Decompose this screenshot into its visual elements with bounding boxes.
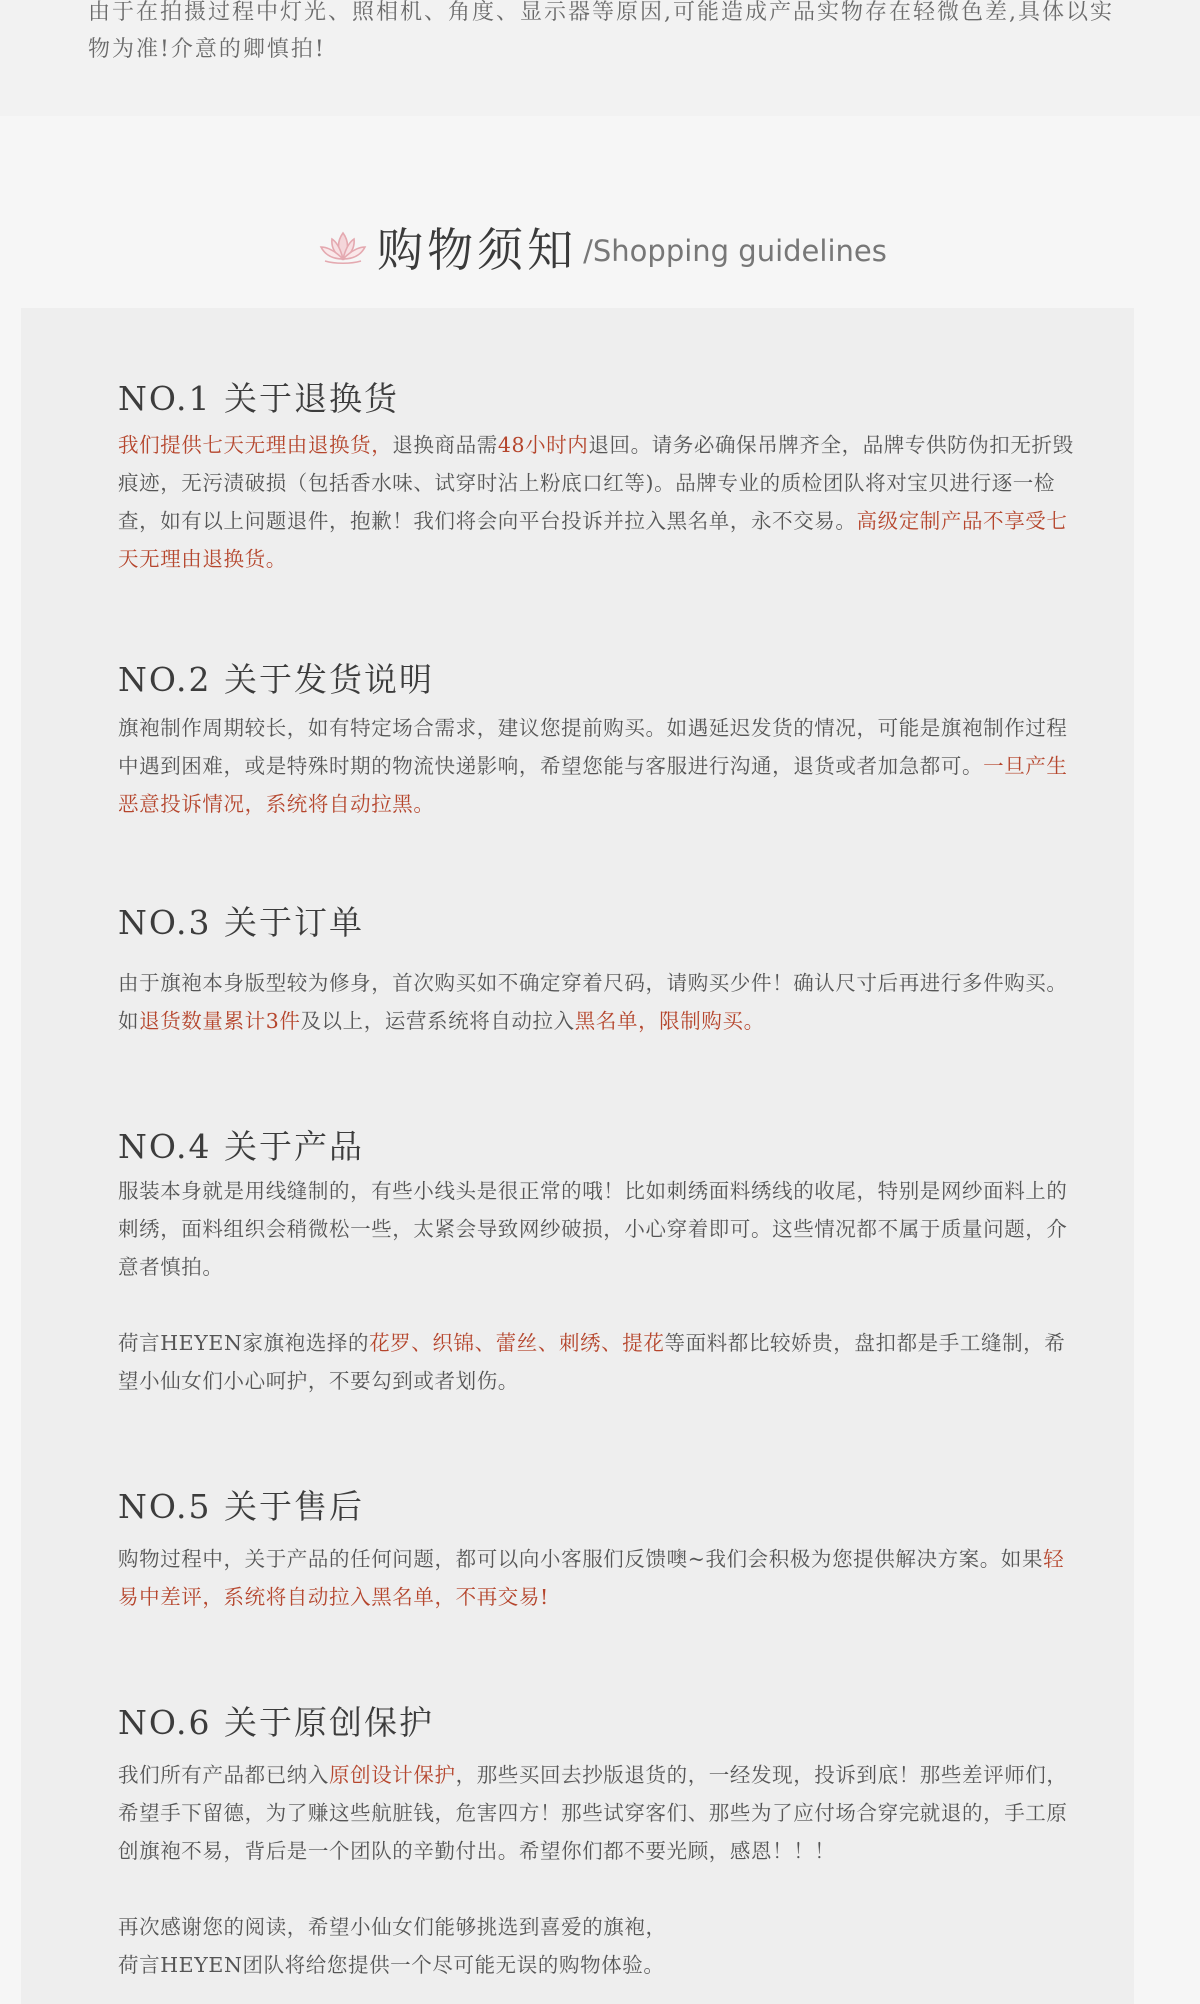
guideline-text xyxy=(118,1172,1078,1286)
body-text: 购物过程中，关于产品的任何问题，都可以向小客服们反馈噢~我们会积极为您提供解决方案。如果 xyxy=(118,1547,1044,1571)
body-text: 由于旗袍本身版型较为修身，首次购买如不确定穿着尺码，请购买少件！确认尺寸后再进行多件购买。如 xyxy=(118,971,1068,1033)
highlight-text: 一旦产生恶意投诉情况，系统将自动拉黑。 xyxy=(118,754,1068,816)
guideline-item-aftersales xyxy=(118,1484,1078,1616)
body-text: 退换商品需 xyxy=(392,433,498,457)
highlight-text: 我们提供七天无理由退换货， xyxy=(118,433,393,457)
highlight-text: 原创设计保护 xyxy=(329,1763,456,1787)
closing-text xyxy=(118,1908,1078,1984)
guideline-text xyxy=(118,1324,1078,1400)
section-title: 购物须知 xyxy=(377,223,578,277)
body-text: 服装本身就是用线缝制的，有些小线头是很正常的哦！比如刺绣面料绣线的收尾，特别是网纱面料上的刺绣，面料组织会稍微松一些，太紧会导致网纱破损，小心穿着即可。这些情况都不属于质量问题，介意者慎拍。 xyxy=(118,1179,1068,1279)
body-text: ，那些买回去抄版退货的，一经发现，投诉到底！那些差评师们，希望手下留德，为了赚这些航脏钱，危害四方！那些试穿客们、那些为了应付场合穿完就退的，手工原创旗袍不易，背后是一个团队的辛勤付出。希望你们都不要光顾，感恩！！！ xyxy=(118,1763,1068,1863)
highlight-text: 高级定制产品不享受七天无理由退换货。 xyxy=(118,509,1068,571)
highlight-text: 48小时内 xyxy=(497,433,589,457)
highlight-text: 轻易中差评，系统将自动拉入黑名单，不再交易! xyxy=(118,1547,1065,1609)
guideline-heading: NO.6 关于原创保护 xyxy=(118,1703,434,1742)
section-subtitle: /Shopping guidelines xyxy=(583,234,887,268)
color-disclaimer-text: 由于在拍摄过程中灯光、照相机、角度、显示器等原因,可能造成产品实物存在轻微色差,具体以实物为准!介意的卿慎拍! xyxy=(88,0,1114,62)
guideline-item-returns xyxy=(118,376,1078,578)
body-text: 荷言HEYEN团队将给您提供一个尽可能无误的购物体验。 xyxy=(118,1953,665,1977)
guideline-item-orders xyxy=(118,900,1078,1040)
body-text: 退回。请务必确保吊牌齐全，品牌专供防伪扣无折毁痕迹，无污渍破损（包括香水味、试穿时沾上粉底口红等)。品牌专业的质检团队将对宝贝进行逐一检查，如有以上问题退件，抱歉！我们将会向平台投诉并拉入黑名单，永不交易。 xyxy=(118,433,1074,533)
guideline-text xyxy=(118,1540,1078,1616)
body-text: 我们所有产品都已纳入 xyxy=(118,1763,329,1787)
guideline-item-products xyxy=(118,1124,1078,1400)
guideline-item-shipping xyxy=(118,657,1078,823)
body-text: 再次感谢您的阅读，希望小仙女们能够挑选到喜爱的旗袍， xyxy=(118,1915,667,1939)
guideline-text xyxy=(118,964,1078,1040)
guideline-text xyxy=(118,426,1078,578)
guideline-heading: NO.1 关于退换货 xyxy=(118,379,399,418)
guideline-heading: NO.4 关于产品 xyxy=(118,1127,364,1166)
guideline-text xyxy=(118,1756,1078,1870)
guideline-heading: NO.2 关于发货说明 xyxy=(118,660,434,699)
guideline-heading: NO.5 关于售后 xyxy=(118,1487,364,1526)
highlight-text: 黑名单，限制购买。 xyxy=(574,1009,765,1033)
color-disclaimer-block xyxy=(0,0,1200,116)
body-text: 及以上，运营系统将自动拉入 xyxy=(300,1009,575,1033)
body-text: 荷言HEYEN家旗袍选择的 xyxy=(118,1331,370,1355)
highlight-text: 花罗、织锦、蕾丝、刺绣、提花 xyxy=(369,1331,665,1355)
guideline-item-original-protection xyxy=(118,1700,1078,1984)
highlight-text: 退货数量累计3件 xyxy=(139,1009,301,1033)
lotus-icon xyxy=(313,225,373,269)
body-text: 等面料都比较娇贵，盘扣都是手工缝制，希望小仙女们小心呵护，不要勾到或者划伤。 xyxy=(118,1331,1066,1393)
section-header xyxy=(0,212,1200,282)
guidelines-panel xyxy=(21,308,1134,2004)
body-text: 旗袍制作周期较长，如有特定场合需求，建议您提前购买。如遇延迟发货的情况，可能是旗袍制作过程中遇到困难，或是特殊时期的物流快递影响，希望您能与客服进行沟通，退货或者加急都可。 xyxy=(118,716,1068,778)
guideline-heading: NO.3 关于订单 xyxy=(118,903,364,942)
guideline-text xyxy=(118,709,1078,823)
